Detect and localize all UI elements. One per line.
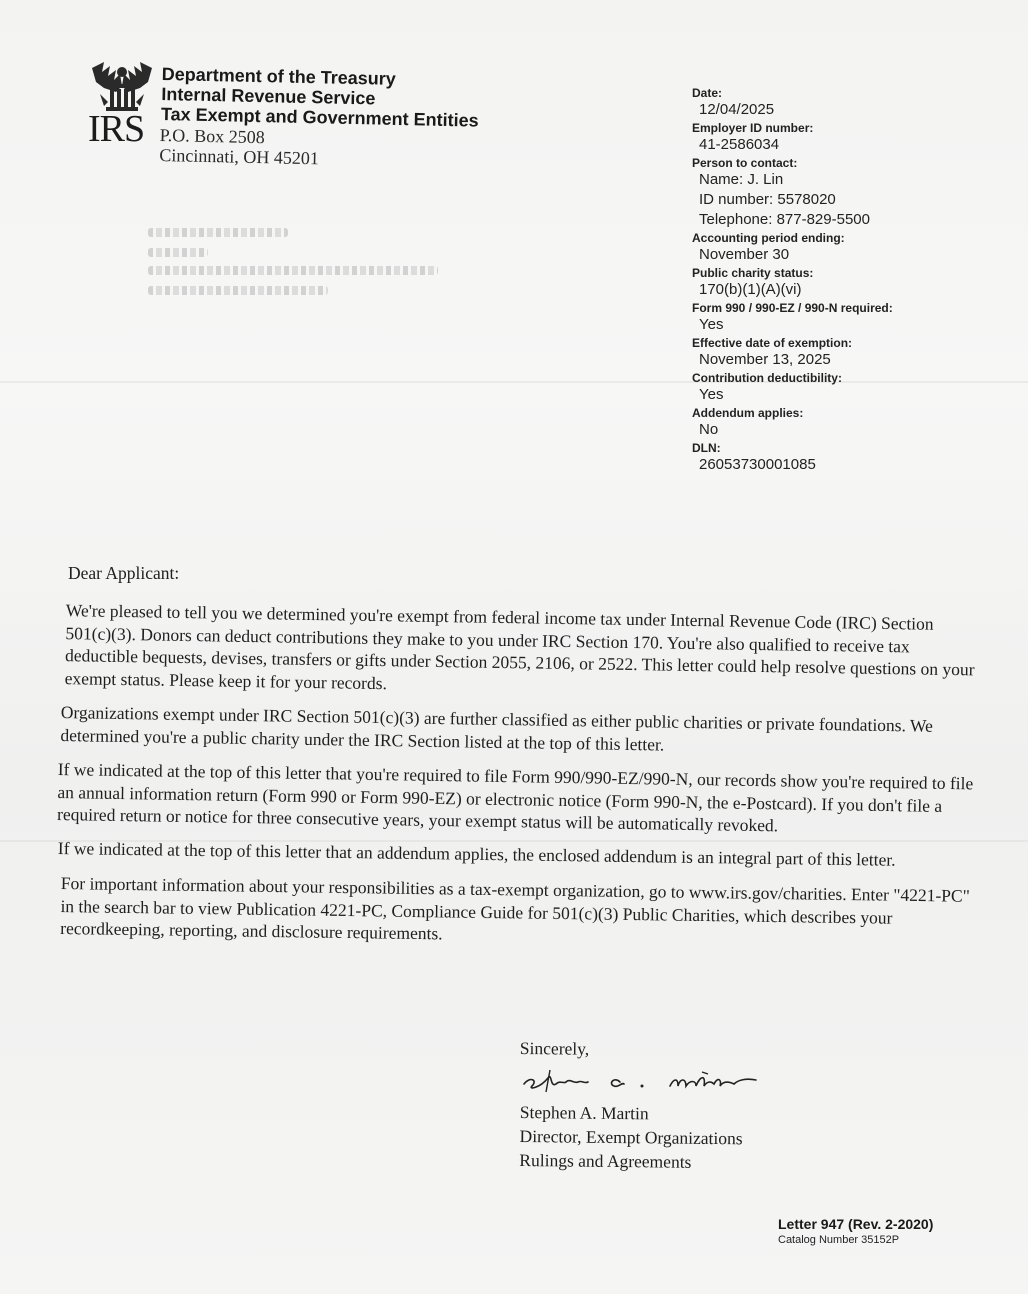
handwritten-signature: [520, 1062, 770, 1096]
contact-label: Person to contact:: [692, 156, 798, 170]
date-value: 12/04/2025: [699, 101, 775, 118]
ein-value: 41-2586034: [699, 136, 780, 153]
form-required-value: Yes: [699, 316, 724, 333]
deductibility-label: Contribution deductibility:: [692, 371, 842, 385]
catalog-number: Catalog Number 35152P: [778, 1234, 900, 1246]
addendum-label: Addendum applies:: [692, 406, 804, 420]
agency-line: Tax Exempt and Government Entities: [160, 103, 479, 131]
effective-date-label: Effective date of exemption:: [692, 336, 853, 350]
agency-address: [159, 125, 319, 168]
signer-name: Stephen A. Martin: [519, 1101, 649, 1124]
signer-title: Director, Exempt Organizations: [519, 1125, 743, 1149]
signer-block: [519, 1100, 743, 1174]
effective-date-value: November 13, 2025: [699, 351, 831, 368]
redacted-recipient-address: [148, 224, 448, 310]
period-label: Accounting period ending:: [692, 231, 845, 245]
paragraph: Organizations exempt under IRC Section 501(c)(3) are further classified as either public charities or private foundations. We determined you're a public charity under the IRC Section listed at the top of this letter.: [60, 701, 934, 754]
greeting: Dear Applicant:: [68, 563, 180, 583]
agency-name: [161, 64, 480, 131]
dln-value: 26053730001085: [699, 456, 816, 473]
letter-form-id: Letter 947 (Rev. 2-2020): [778, 1216, 934, 1232]
contact-id: ID number: 5578020: [699, 191, 836, 208]
paragraph: If we indicated at the top of this letter that an addendum applies, the enclosed addendum is an integral part of this letter.: [57, 837, 896, 870]
addendum-value: No: [699, 421, 719, 438]
address-line: P.O. Box 2508: [159, 125, 266, 148]
date-label: Date:: [692, 86, 723, 100]
paragraph: We're pleased to tell you we determined you're exempt from federal income tax under Internal Revenue Code (IRC) Section 501(c)(3). Donors can deduct contributions they make to you under IRC Section 170. You're also qualified to receive tax deductible bequests, devises, transfers or gifts under Section 2055, 2106, or 2522. This letter could help resolve questions on your exempt status. Please keep it for your records.: [64, 599, 975, 693]
signer-department: Rulings and Agreements: [519, 1149, 692, 1172]
dln-label: DLN:: [692, 441, 721, 455]
period-value: November 30: [699, 246, 790, 263]
irs-logo: [88, 58, 158, 148]
address-line: Cincinnati, OH 45201: [159, 144, 320, 169]
form-required-label: Form 990 / 990-EZ / 990-N required:: [692, 301, 893, 315]
paragraph: If we indicated at the top of this letter that you're required to file Form 990/990-EZ/990-N, our records show you're required to file an annual information return (Form 990 or Form 990-EZ) or electronic notice (Form 990-N, the e-Postcard). If you don't file a required return or notice for three consecutive years, your exempt status will be automatically revoked.: [56, 758, 974, 835]
agency-line: Department of the Treasury: [161, 64, 397, 89]
contact-phone: Telephone: 877-829-5500: [699, 211, 870, 228]
paragraph: For important information about your responsibilities as a tax-exempt organization, go to www.irs.gov/charities. Enter "4221-PC" in the search bar to view Publication 4221-PC, Compliance Guide for 501(c)(3) Public Charities, which describes your recordkeeping, reporting, and disclosure requirements.: [60, 872, 970, 943]
ein-label: Employer ID number:: [692, 121, 814, 135]
deductibility-value: Yes: [699, 386, 724, 403]
letter-details: [692, 86, 992, 476]
letter-footer: [778, 1216, 933, 1246]
closing: Sincerely,: [519, 1037, 590, 1059]
charity-status-label: Public charity status:: [692, 266, 814, 280]
eagle-emblem-icon: [90, 58, 154, 114]
letter-body: [58, 562, 978, 951]
agency-line: Internal Revenue Service: [161, 83, 376, 109]
contact-name: Name: J. Lin: [699, 171, 784, 188]
charity-status-value: 170(b)(1)(A)(vi): [699, 281, 802, 298]
irs-logo-text: IRS: [88, 108, 145, 150]
